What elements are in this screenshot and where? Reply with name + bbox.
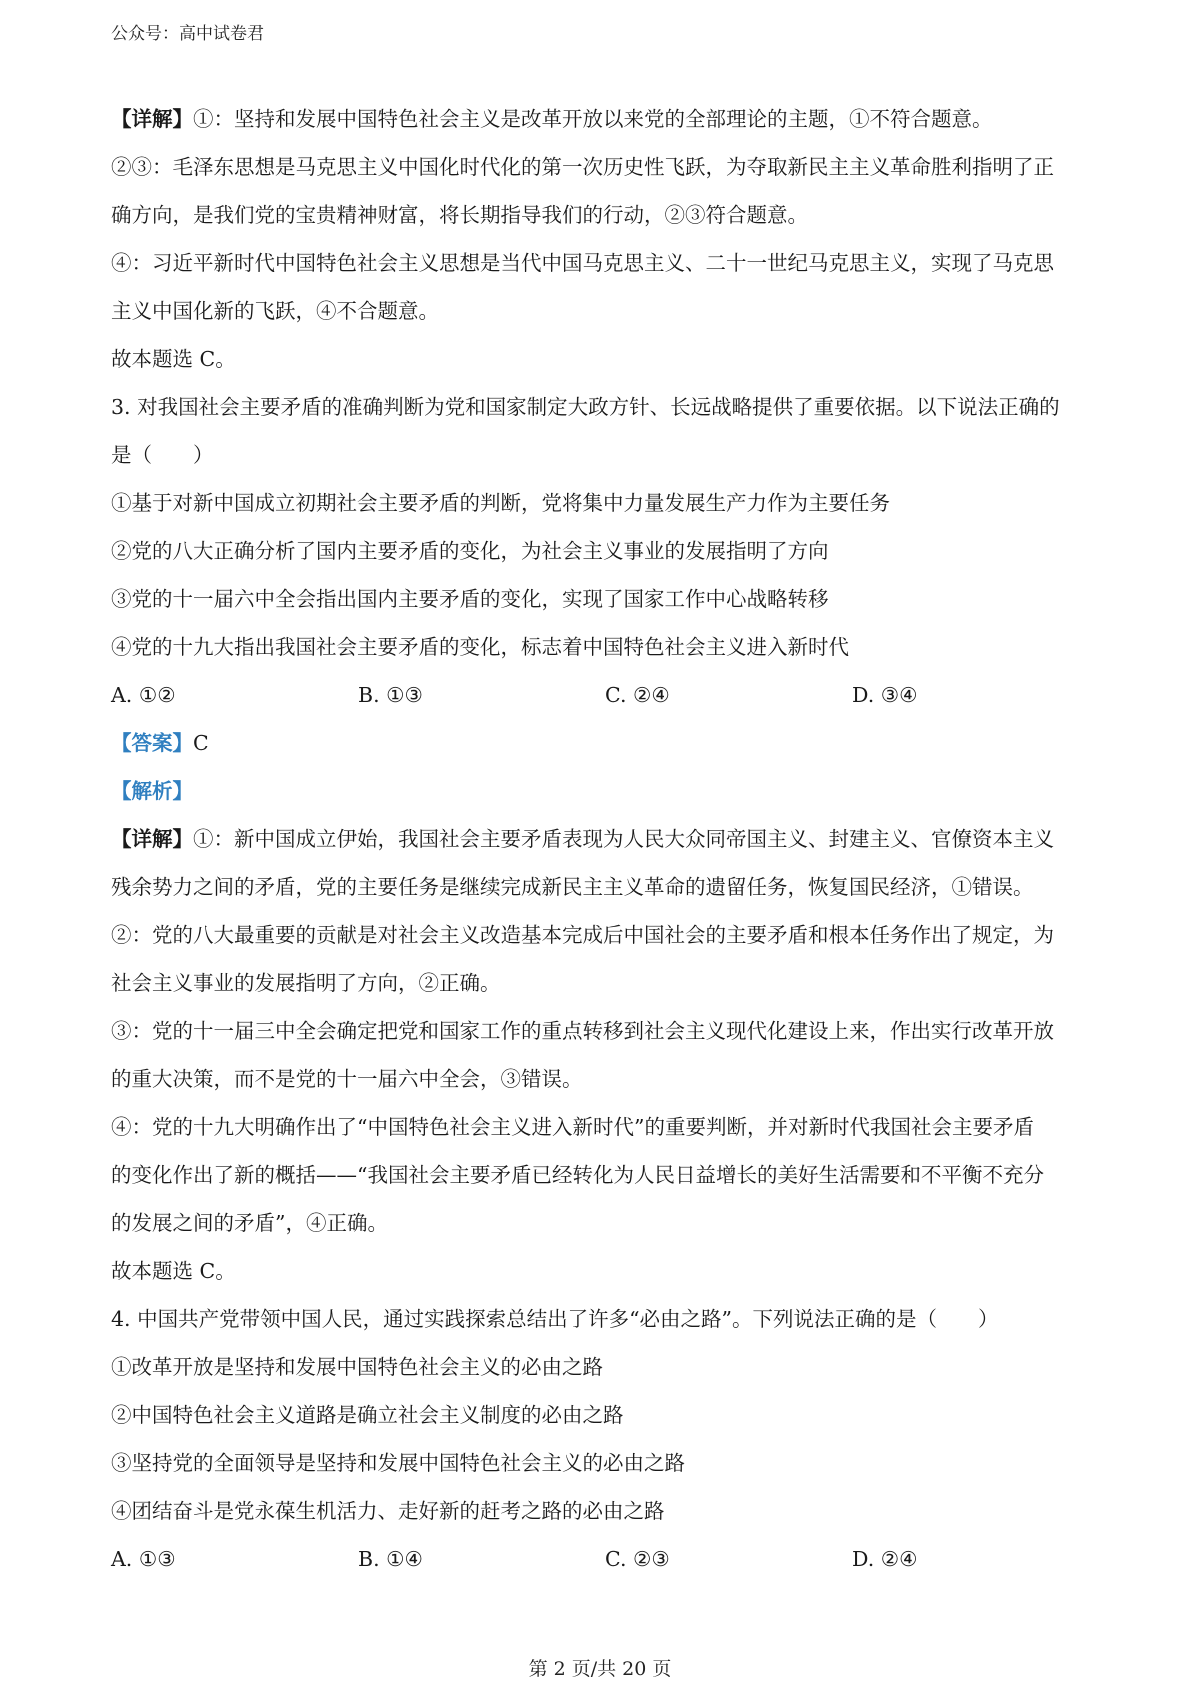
answer-value: C [193, 731, 209, 755]
detail-text: ①：坚持和发展中国特色社会主义是改革开放以来党的全部理论的主题，①不符合题意。 [193, 107, 993, 131]
detail-line: 确方向，是我们党的宝贵精神财富，将长期指导我们的行动，②③符合题意。 [111, 203, 808, 227]
analysis-line [111, 767, 1101, 815]
answer-tag: 【答案】 [111, 731, 193, 755]
detail-line: ③：党的十一届三中全会确定把党和国家工作的重点转移到社会主义现代化建设上来，作出实行改革开放 [111, 1019, 1054, 1043]
detail-line: ④：党的十九大明确作出了“中国特色社会主义进入新时代”的重要判断，并对新时代我国社会主要矛盾 [111, 1115, 1034, 1139]
page-number: 第 2 页/共 20 页 [528, 1658, 672, 1680]
option-d: D. ③④ [852, 683, 918, 707]
detail-line: ②③：毛泽东思想是马克思主义中国化时代化的第一次历史性飞跃，为夺取新民主主义革命胜利指明了正 [111, 155, 1054, 179]
option-c: C. ②③ [605, 1547, 670, 1571]
question-3-options [111, 671, 1101, 719]
detail-text: ①：新中国成立伊始，我国社会主要矛盾表现为人民大众同帝国主义、封建主义、官僚资本主义 [193, 827, 1054, 851]
statement-item: ①基于对新中国成立初期社会主要矛盾的判断，党将集中力量发展生产力作为主要任务 [111, 491, 890, 515]
option-a: A. ①② [111, 683, 176, 707]
detail-line: 的重大决策，而不是党的十一届六中全会，③错误。 [111, 1067, 583, 1091]
detail-line: 的变化作出了新的概括——“我国社会主要矛盾已经转化为人民日益增长的美好生活需要和不平衡不充分 [111, 1163, 1044, 1187]
detail-tag: 【详解】 [111, 107, 193, 131]
detail-line: 主义中国化新的飞跃，④不合题意。 [111, 299, 439, 323]
detail-line: ④：习近平新时代中国特色社会主义思想是当代中国马克思主义、二十一世纪马克思主义，实现了马克思 [111, 251, 1054, 275]
statement-item: ①改革开放是坚持和发展中国特色社会主义的必由之路 [111, 1355, 603, 1379]
option-b: B. ①④ [358, 1547, 423, 1571]
answer-line [111, 719, 1101, 767]
statement-item: ②党的八大正确分析了国内主要矛盾的变化，为社会主义事业的发展指明了方向 [111, 539, 829, 563]
document-body [111, 95, 1101, 1583]
question-3-stem: 3. 对我国社会主要矛盾的准确判断为党和国家制定大政方针、长远战略提供了重要依据。以下说法正确的 [111, 395, 1060, 419]
conclusion: 故本题选 C。 [111, 347, 236, 371]
option-c: C. ②④ [605, 683, 670, 707]
detail-line: 的发展之间的矛盾”，④正确。 [111, 1211, 388, 1235]
analysis-tag: 【解析】 [111, 779, 193, 803]
detail-line: ②：党的八大最重要的贡献是对社会主义改造基本完成后中国社会的主要矛盾和根本任务作出了规定，为 [111, 923, 1054, 947]
option-b: B. ①③ [358, 683, 423, 707]
question-3-stem-cont: 是（ ） [111, 443, 214, 467]
option-d: D. ②④ [852, 1547, 918, 1571]
option-a: A. ①③ [111, 1547, 176, 1571]
statement-item: ②中国特色社会主义道路是确立社会主义制度的必由之路 [111, 1403, 624, 1427]
detail-tag: 【详解】 [111, 827, 193, 851]
detail-paragraph [111, 95, 1101, 143]
page-header: 公众号：高中试卷君 [111, 24, 264, 44]
statement-item: ④团结奋斗是党永葆生机活力、走好新的赶考之路的必由之路 [111, 1499, 665, 1523]
detail-paragraph [111, 815, 1101, 863]
statement-item: ④党的十九大指出我国社会主要矛盾的变化，标志着中国特色社会主义进入新时代 [111, 635, 849, 659]
statement-item: ③坚持党的全面领导是坚持和发展中国特色社会主义的必由之路 [111, 1451, 685, 1475]
conclusion: 故本题选 C。 [111, 1259, 236, 1283]
detail-line: 残余势力之间的矛盾，党的主要任务是继续完成新民主主义革命的遗留任务，恢复国民经济，①错误。 [111, 875, 1034, 899]
question-4-stem: 4. 中国共产党带领中国人民，通过实践探索总结出了许多“必由之路”。下列说法正确的是（ ） [111, 1307, 999, 1331]
question-4-options [111, 1535, 1101, 1583]
statement-item: ③党的十一届六中全会指出国内主要矛盾的变化，实现了国家工作中心战略转移 [111, 587, 829, 611]
detail-line: 社会主义事业的发展指明了方向，②正确。 [111, 971, 501, 995]
